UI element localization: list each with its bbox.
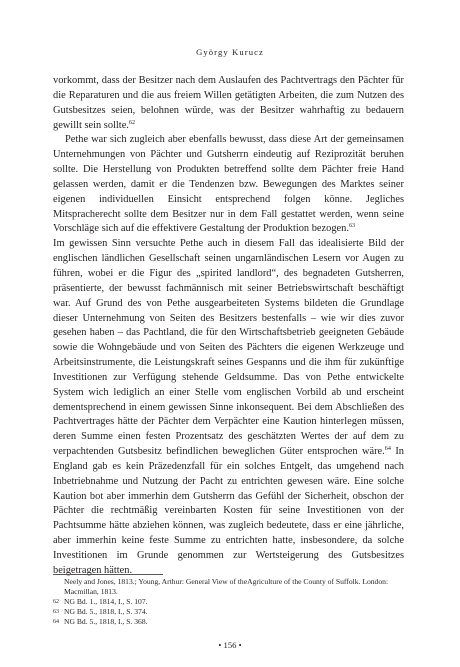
paragraph-text-continued: In England gab es kein Präzedenzfall für ein solches Entgelt, das umgehend nach Inbetriebnahme und Nutzung der Pacht zu entrichten gewesen wäre. Eine solche Kaution bot aber immerhin dem Gutsherrn das Gefühl der Sicherheit, obschon der Pächter die rechtmäßig vereinbarten Kosten für seine Investitionen von der Pachtsumme hätte abziehen können, was zugleich bedeutete, dass er eine jährliche, aber immerhin keine feste Summe zu entrichten hatte, insbesondere, da solche Investitionen im Grunde genommen zur Wertsteigerung des Gutsbesitzes beigetragen hätten. [53,446,404,576]
footnote-text: NG Bd. 1., 1814, I., S. 107. [64,597,148,607]
footnote-text: NG Bd. 5., 1818, I., S. 374. [64,607,148,617]
footnote-63 [53,607,404,617]
footnote-number: 63 [53,609,59,616]
paragraph-3 [53,237,404,578]
paragraph-text: Im gewissen Sinn versuchte Pethe auch in diesem Fall das idealisierte Bild der englischen ländlichen Gesellschaft seinen ungarnländischen Lesern vor Augen zu führen, wobei er die Figur des „spirited landlord“, des begnadeten Gutsherren, präsentierte, der bewusst fachmännisch mit seiner Betriebswirtschaft beschäftigt war. Auf Grund des von Pethe ausgearbeiteten Systems bildeten die Grundlage dieser Unternehmung von Seiten des Besitzers bestenfalls – wie wir dies zuvor gesehen haben – das Pachtland, die für den Wirtschaftsbetrieb geeigneten Gebäude sowie die Wohngebäude und von Seiten des Pächters die eigenen Werkzeuge und Arbeitsinstrumente, die Leistungskraft seines Gespanns und die ihm für zukünftige Investitionen zur Verfügung stehende Geldsumme. Das von Pethe entwickelte System wich lediglich an einer Stelle vom englischen Vorbild ab und erscheint dementsprechend in einem gewissen Sinne inkonsequent. Bei dem Abschließen des Pachtvertrages hätte der Pächter dem Verpächter eine Kaution hinterlegen müssen, deren Summe einen festen Prozentsatz des geschätzten Wertes der auf dem zu verpachtenden Gutsbesitz befindlichen beweglichen Güter entsprochen wäre. [53,238,404,458]
footnote-text: Neely and Jones, 1813.; Young, Arthur: General View of theAgriculture of the County of Suffolk. London: Macmillan, 1813. [64,577,389,597]
footnotes [53,577,404,627]
paragraph-2 [53,133,404,237]
footnote-ref-64[interactable]: 64 [384,445,391,453]
footnote-62 [53,597,404,607]
footnote-continued [53,577,404,597]
body-text [53,74,404,579]
running-header: György Kurucz [196,47,264,57]
footnote-text: NG Bd. 5., 1818, I., S. 368. [64,617,148,627]
paragraph-1 [53,74,404,133]
paragraph-text: Pethe war sich zugleich aber ebenfalls bewusst, dass diese Art der gemeinsamen Unternehmungen von Pächter und Gutsherrn eindeutig auf Reziprozität beruhen sollte. Die Herstellung von Produkten betreffend sollte dem Pächter freie Hand gelassen werden, damit er die Tendenzen bzw. Bewegungen des Marktes seiner eigenen individuellen Einsicht entsprechend folgen könne. Jegliches Mitspracherecht sollte dem Besitzer nur in dem Fall gestattet werden, wenn seine Vorschläge sich auf die effektivere Gestaltung der Produktion bezogen. [53,134,404,235]
footnote-64 [53,617,404,627]
paragraph-text: vorkommt, dass der Besitzer nach dem Auslaufen des Pachtvertrags den Pächter für die Reparaturen und die aus freiem Willen getätigten Arbeiten, die zum Nutzen des Gutsbesitzes seien, belohnen würde, was der Besitzer wahrhaftig zu bedauern gewillt sein sollte. [53,75,404,131]
footnote-number: 64 [53,619,59,626]
footnote-number: 62 [53,599,59,606]
page-number: • 156 • [218,640,242,650]
footnote-ref-63[interactable]: 63 [348,222,356,230]
footnote-ref-62[interactable]: 62 [128,118,136,126]
footnote-separator [53,574,163,575]
